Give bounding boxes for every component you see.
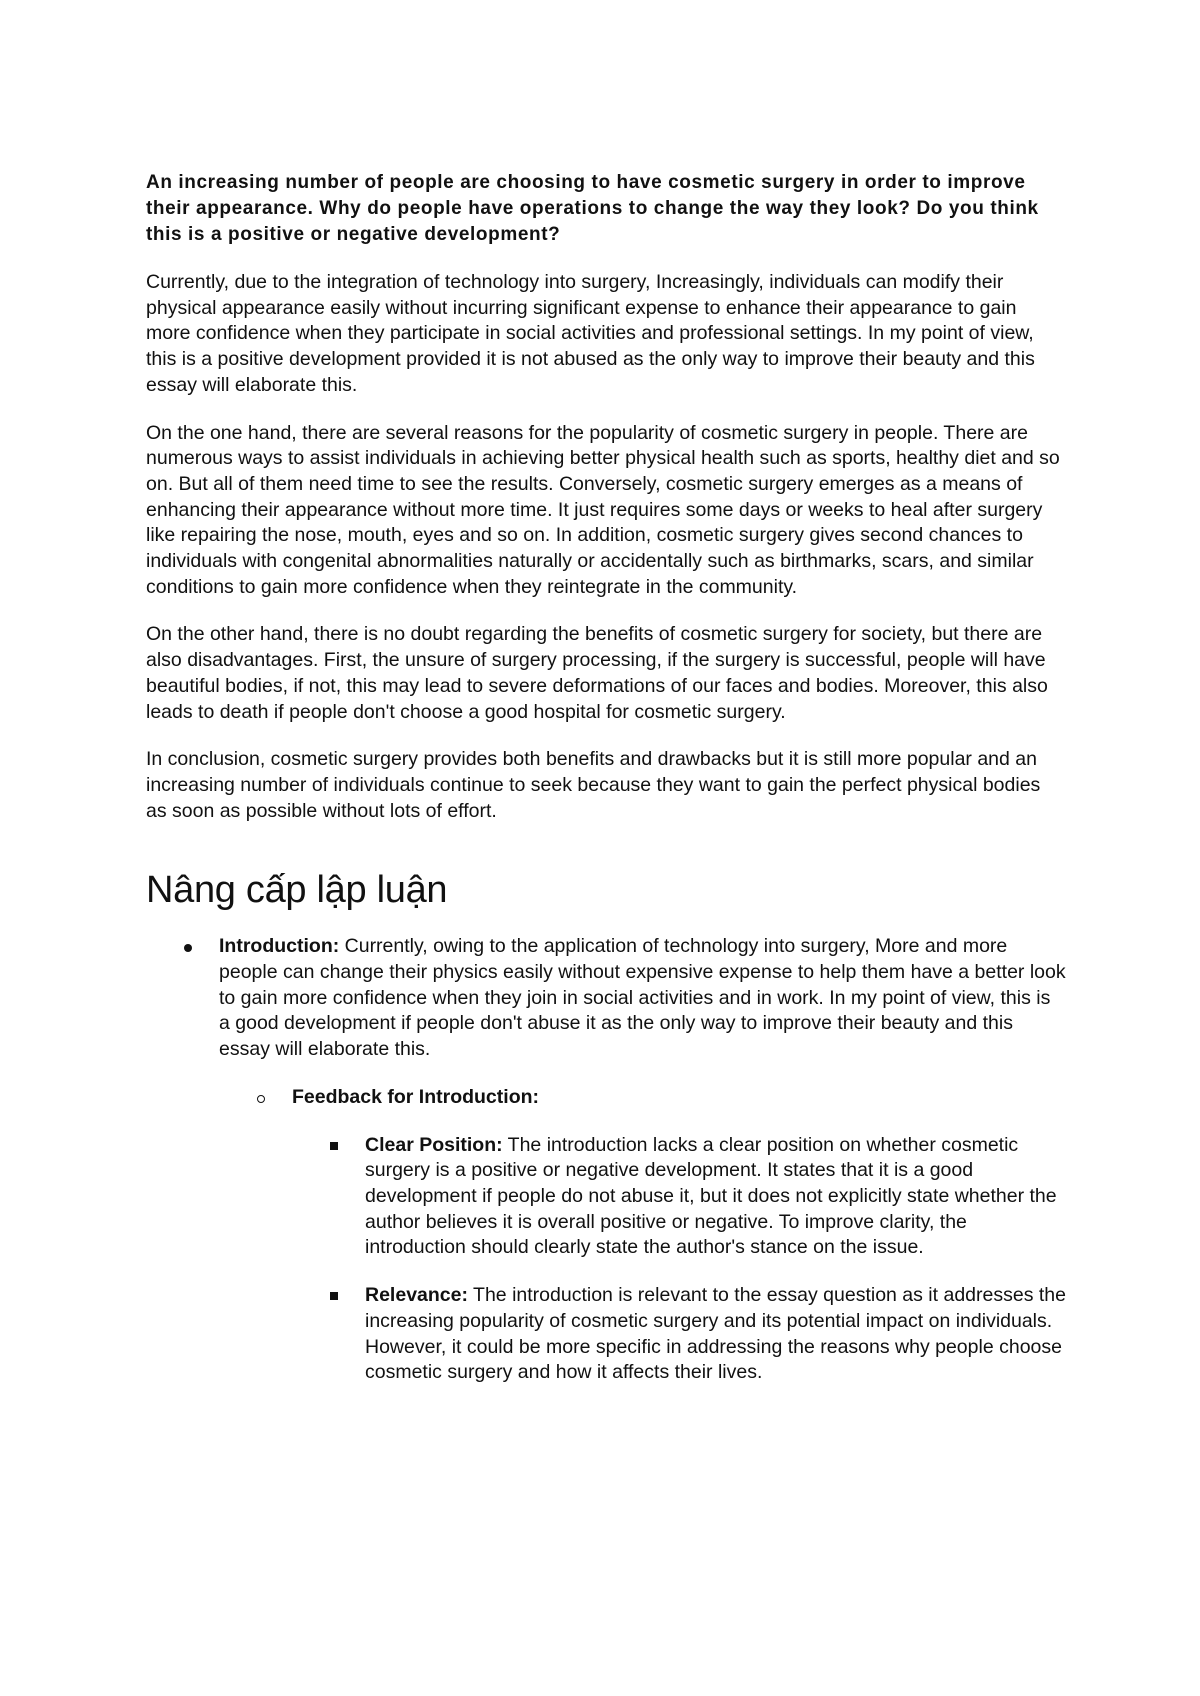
clear-position-text: The introduction lacks a clear position on whether cosmetic surgery is a positive or negative development. It states that it is a good development if people do not abuse it, but it does not explicitly state whether the author believes it is overall positive or negative. To improve clarity, the introduction should clearly state the author's stance on the issue. [365,1133,1057,1259]
feedback-title: Feedback for Introduction: [292,1085,540,1108]
essay-paragraph-conclusion: In conclusion, cosmetic surgery provides both benefits and drawbacks but it is still more popular and an increasing number of individuals continue to seek because they want to gain the perfect physical bodies as soon as possible without lots of effort. [146,748,1041,822]
square-bullet-icon [330,1292,338,1300]
feedback-list [146,934,1066,1386]
section-heading: Nâng cấp lập luận [146,869,448,912]
feedback-points [292,1133,1066,1386]
essay-paragraph-body-2: On the other hand, there is no doubt regarding the benefits of cosmetic surgery for society, but there are also disadvantages. First, the unsure of surgery processing, if the surgery is successful, people will have beautiful bodies, if not, this may lead to severe deformations of our faces and bodies. Moreover, this also leads to death if people don't choose a good hospital for cosmetic surgery. [146,623,1048,723]
essay-paragraph-intro: Currently, due to the integration of technology into surgery, Increasingly, individuals can modify their physical appearance easily without incurring significant expense to enhance their appearance to gain more confidence when they participate in social activities and professional settings. In my point of view, this is a positive development provided it is not abused as the only way to improve their beauty and this essay will elaborate this. [146,271,1035,396]
document-page [146,170,1066,1408]
list-item-feedback-title [219,1085,1066,1386]
introduction-label: Introduction: [219,935,340,958]
essay-prompt: An increasing number of people are choosing to have cosmetic surgery in order to improve their appearance. Why do people have operations to change the way they look? Do you think this is a positive or negative development? [146,172,1039,245]
clear-position-label: Clear Position: [365,1133,503,1156]
list-item-introduction [146,934,1066,1386]
hollow-circle-bullet-icon [257,1095,265,1103]
relevance-label: Relevance: [365,1284,468,1307]
filled-circle-bullet-icon [184,944,192,952]
square-bullet-icon [330,1142,338,1150]
list-item-clear-position [292,1133,1066,1262]
essay-paragraph-body-1: On the one hand, there are several reasons for the popularity of cosmetic surgery in people. There are numerous ways to assist individuals in achieving better physical health such as sports, healthy diet and so on. But all of them need time to see the results. Conversely, cosmetic surgery emerges as a means of enhancing their appearance without more time. It just requires some days or weeks to heal after surgery like repairing the nose, mouth, eyes and so on. In addition, cosmetic surgery gives second chances to individuals with congenital abnormalities naturally or accidentally such as birthmarks, scars, and similar conditions to gain more confidence when they reintegrate in the community. [146,421,1060,598]
relevance-text: The introduction is relevant to the essay question as it addresses the increasing popularity of cosmetic surgery and its potential impact on individuals. However, it could be more specific in addressing the reasons why people choose cosmetic surgery and how it affects their lives. [365,1284,1066,1384]
introduction-text: Currently, owing to the application of technology into surgery, More and more people can change their physics easily without expensive expense to help them have a better look to gain more confidence when they join in social activities and in work. In my point of view, this is a good development if people don't abuse it as the only way to improve their beauty and this essay will elaborate this. [219,935,1066,1061]
introduction-sublist [219,1085,1066,1386]
list-item-relevance [292,1283,1066,1386]
